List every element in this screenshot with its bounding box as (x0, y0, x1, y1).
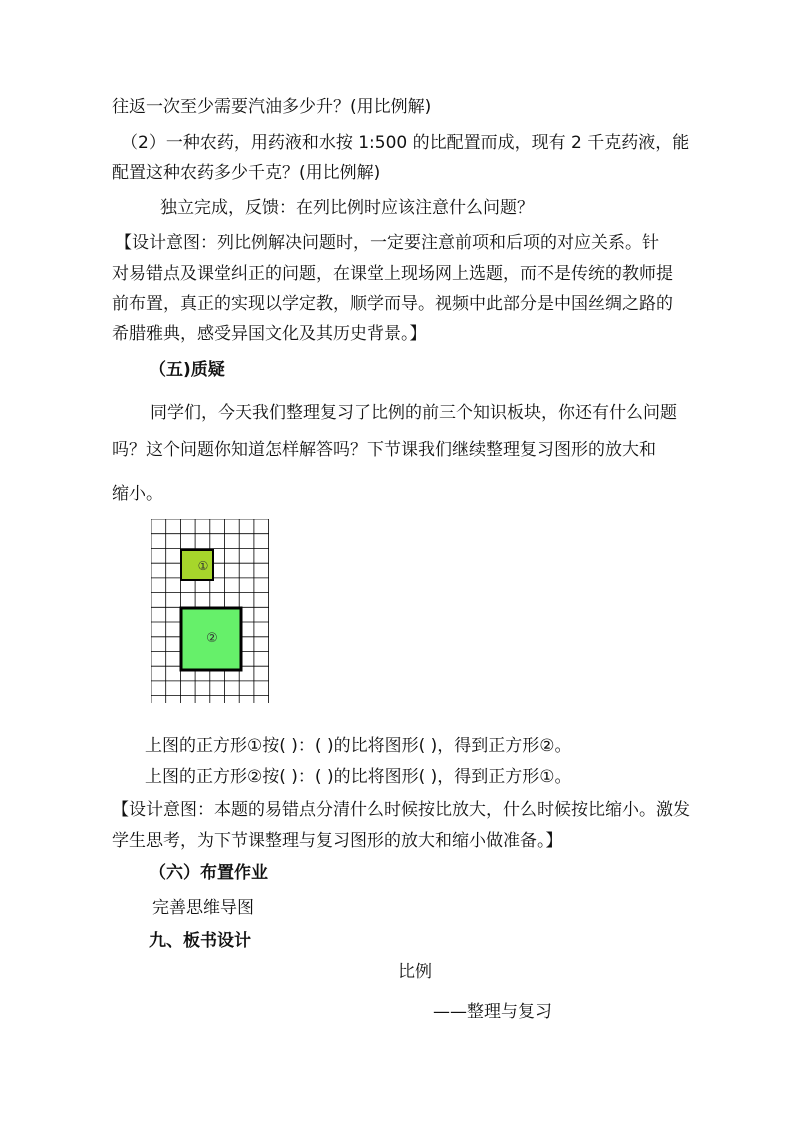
square-1-label: ① (197, 559, 209, 573)
paragraph-line: 往返一次至少需要汽油多少升？(用比例解) (112, 97, 432, 117)
design-intent-line: 【设计意图：本题的易错点分清什么时候按比放大，什么时候按比缩小。激发 (112, 800, 690, 820)
paragraph-line: 独立完成，反馈：在列比例时应该注意什么问题？ (160, 198, 534, 218)
section-heading: （六）布置作业 (149, 863, 268, 883)
paragraph-line: 配置这种农药多少千克？(用比例解) (112, 163, 381, 183)
design-intent-line: 前布置，真正的实现以学定教，顺学而导。视频中此部分是中国丝绸之路的 (112, 294, 673, 314)
design-intent-line: 学生思考，为下节课整理与复习图形的放大和缩小做准备。】 (112, 831, 563, 851)
design-intent-line: 【设计意图：列比例解决问题时，一定要注意前项和后项的对应关系。针 (115, 233, 659, 253)
square-2-label: ② (206, 631, 218, 646)
board-title: 比例 (398, 962, 432, 982)
grid-figure (151, 519, 269, 703)
section-heading: 九、板书设计 (149, 931, 251, 951)
paragraph-line: 同学们，今天我们整理复习了比例的前三个知识板块，你还有什么问题 (150, 403, 677, 423)
question-line: 上图的正方形②按( )：( )的比将图形( )，得到正方形①。 (145, 767, 572, 787)
paragraph-line: （2）一种农药，用药液和水按 1:500 的比配置而成，现有 2 千克药液，能 (121, 133, 690, 153)
board-subtitle: ——整理与复习 (433, 1002, 552, 1022)
design-intent-line: 对易错点及课堂纠正的问题，在课堂上现场网上选题，而不是传统的教师提 (112, 264, 673, 284)
design-intent-line: 希腊雅典，感受异国文化及其历史背景。】 (112, 324, 427, 344)
section-heading: （五)质疑 (149, 360, 225, 380)
question-line: 上图的正方形①按( )：( )的比将图形( )，得到正方形②。 (145, 736, 572, 756)
paragraph-line: 吗？这个问题你知道怎样解答吗？下节课我们继续整理复习图形的放大和 (112, 440, 656, 460)
paragraph-line: 完善思维导图 (152, 898, 254, 918)
paragraph-line: 缩小。 (112, 484, 163, 504)
